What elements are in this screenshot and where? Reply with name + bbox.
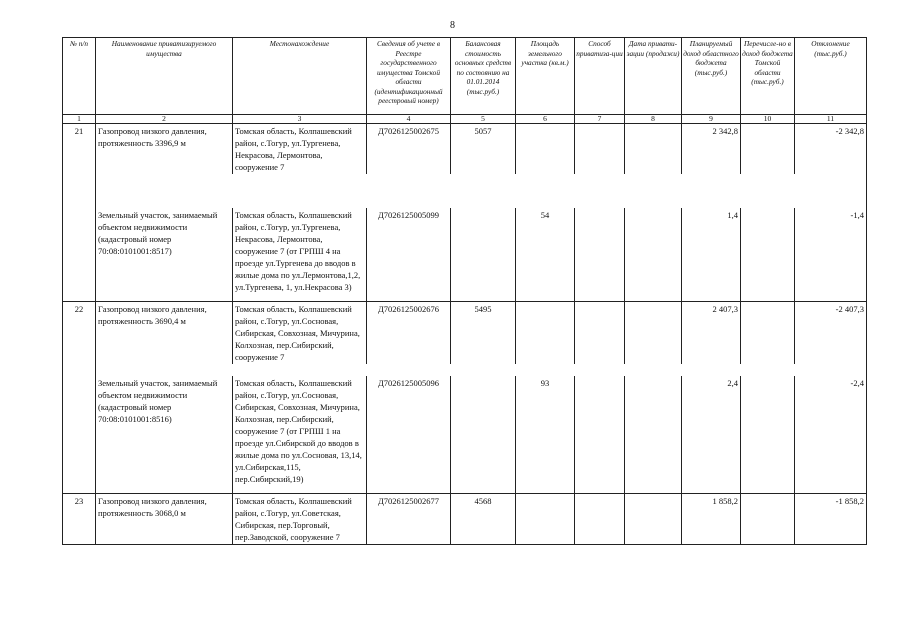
registry-number: Д7026125005096 [367, 376, 451, 494]
registry-number: Д7026125005099 [367, 208, 451, 302]
transferred-amount [741, 494, 795, 545]
object-name: Газопровод низкого давления, протяженность 3690,4 м [96, 302, 233, 365]
privatization-method [575, 494, 625, 545]
column-number: 7 [575, 115, 625, 124]
column-number: 2 [96, 115, 233, 124]
planned-income: 2,4 [682, 376, 741, 494]
privatization-method [575, 124, 625, 175]
table-row [63, 208, 867, 302]
page-number: 8 [450, 20, 455, 31]
object-name: Земельный участок, занимаемый объектом недвижимости (кадастровый номер 70:08:0101001:8517) [96, 208, 233, 302]
column-number: 9 [682, 115, 741, 124]
land-area: 93 [516, 376, 575, 494]
privatization-date [625, 208, 682, 302]
header-row [63, 38, 867, 115]
header-cell: Отклонение (тыс.руб.) [795, 38, 867, 115]
header-cell: Планируемый доход областного бюджета (тыс.руб.) [682, 38, 741, 115]
balance-value [451, 208, 516, 302]
column-number-row [63, 115, 867, 124]
deviation: -1,4 [795, 208, 867, 302]
table-row [63, 376, 867, 494]
column-number: 11 [795, 115, 867, 124]
transferred-amount [741, 124, 795, 175]
object-name: Земельный участок, занимаемый объектом недвижимости (кадастровый номер 70:08:0101001:8516) [96, 376, 233, 494]
header-cell: Дата привати-зации (продажи) [625, 38, 682, 115]
planned-income: 2 407,3 [682, 302, 741, 365]
privatization-date [625, 124, 682, 175]
table-row [63, 124, 867, 175]
object-name: Газопровод низкого давления, протяженность 3068,0 м [96, 494, 233, 545]
transferred-amount [741, 208, 795, 302]
balance-value [451, 376, 516, 494]
privatization-table [62, 37, 867, 545]
header-cell: Наименование приватизируемого имущества [96, 38, 233, 115]
deviation: -2 407,3 [795, 302, 867, 365]
column-number: 10 [741, 115, 795, 124]
transferred-amount [741, 302, 795, 365]
deviation: -2 342,8 [795, 124, 867, 175]
row-number: 22 [63, 302, 96, 494]
balance-value: 5495 [451, 302, 516, 365]
object-name: Газопровод низкого давления, протяженность 3396,9 м [96, 124, 233, 175]
header-cell: Местонахождение [233, 38, 367, 115]
registry-number: Д7026125002677 [367, 494, 451, 545]
planned-income: 2 342,8 [682, 124, 741, 175]
planned-income: 1,4 [682, 208, 741, 302]
header-cell: Балансовая стоимость основных средств по состоянию на 01.01.2014 (тыс.руб.) [451, 38, 516, 115]
planned-income: 1 858,2 [682, 494, 741, 545]
table-row [63, 494, 867, 545]
object-location: Томская область, Колпашевский район, с.Тогур, ул.Сосновая, Сибирская, Совхозная, Мичурина, Колхозная, пер.Сибирский, сооружение 7 (от ГРПШ 1 на проезде ул.Сибирской до вводов в жилые дома по ул.Сосновая, 13,14, ул.Сибирская,115, пер.Сибирский,19) [233, 376, 367, 494]
row-number: 21 [63, 124, 96, 302]
transferred-amount [741, 376, 795, 494]
table-row [63, 302, 867, 365]
column-number: 1 [63, 115, 96, 124]
object-location: Томская область, Колпашевский район, с.Тогур, ул.Тургенева, Некрасова, Лермонтова, сооружение 7 [233, 124, 367, 175]
land-area [516, 302, 575, 365]
column-number: 6 [516, 115, 575, 124]
header-cell: Перечисле-но в доход бюджета Томской области (тыс.руб.) [741, 38, 795, 115]
privatization-method [575, 302, 625, 365]
header-cell: № п/п [63, 38, 96, 115]
privatization-method [575, 376, 625, 494]
balance-value: 4568 [451, 494, 516, 545]
column-number: 4 [367, 115, 451, 124]
land-area: 54 [516, 208, 575, 302]
deviation: -1 858,2 [795, 494, 867, 545]
land-area [516, 124, 575, 175]
header-cell: Площадь земельного участка (кв.м.) [516, 38, 575, 115]
deviation: -2,4 [795, 376, 867, 494]
object-location: Томская область, Колпашевский район, с.Тогур, ул.Тургенева, Некрасова, Лермонтова, сооружение 7 (от ГРПШ 4 на проезде ул.Тургенева до вводов в жилые дома по ул.Лермонтова,1,2, ул.Тургенева, 1, ул.Некрасова 3) [233, 208, 367, 302]
privatization-method [575, 208, 625, 302]
column-number: 5 [451, 115, 516, 124]
object-location: Томская область, Колпашевский район, с.Тогур, ул.Советская, Сибирская, пер.Торговый, пер.Заводской, сооружение 7 [233, 494, 367, 545]
land-area [516, 494, 575, 545]
header-cell: Способ приватиза-ции [575, 38, 625, 115]
column-number: 3 [233, 115, 367, 124]
object-location: Томская область, Колпашевский район, с.Тогур, ул.Сосновая, Сибирская, Совхозная, Мичурина, Колхозная, пер.Сибирский, сооружение 7 [233, 302, 367, 365]
privatization-date [625, 302, 682, 365]
registry-number: Д7026125002675 [367, 124, 451, 175]
privatization-date [625, 494, 682, 545]
registry-number: Д7026125002676 [367, 302, 451, 365]
header-cell: Сведения об учете в Реестре государственного имущества Томской области (идентификационный реестровый номер) [367, 38, 451, 115]
row-number: 23 [63, 494, 96, 545]
column-number: 8 [625, 115, 682, 124]
balance-value: 5057 [451, 124, 516, 175]
privatization-date [625, 376, 682, 494]
